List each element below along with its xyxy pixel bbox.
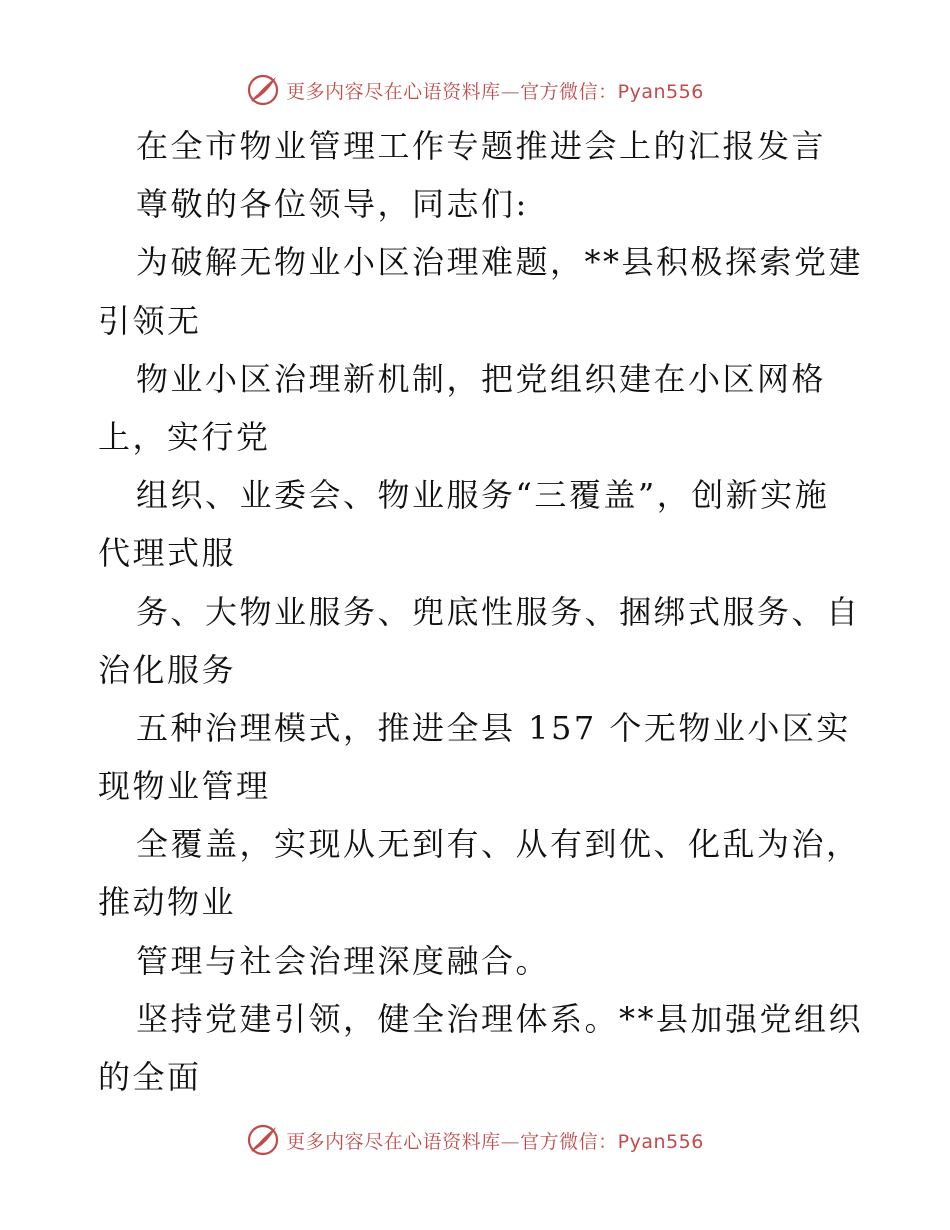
quill-logo-icon — [246, 1123, 280, 1157]
text-line: 上，实行党 — [98, 417, 271, 456]
text-line: 务、大物业服务、兜底性服务、捆绑式服务、自 — [136, 592, 861, 631]
footer-watermark — [0, 1120, 950, 1160]
watermark-text: 更多内容尽在心语资料库—官方微信：Pyan556 — [286, 1130, 704, 1153]
text-line: 全覆盖，实现从无到有、从有到优、化乱为治， — [136, 825, 861, 864]
text-line: 引领无 — [98, 301, 202, 340]
text-line: 尊敬的各位领导，同志们: — [136, 185, 529, 224]
text-line: 坚持党建引领，健全治理体系。**县加强党组织 — [136, 999, 864, 1038]
text-line: 物业小区治理新机制，把党组织建在小区网格 — [136, 359, 827, 398]
text-line: 组织、业委会、物业服务“三覆盖”，创新实施 — [136, 476, 830, 515]
watermark-text: 更多内容尽在心语资料库—官方微信：Pyan556 — [286, 80, 704, 103]
text-line: 的全面 — [98, 1058, 202, 1096]
text-line: 代理式服 — [98, 534, 237, 573]
text-line: 治化服务 — [98, 650, 237, 689]
text-line: 五种治理模式，推进全县 157 个无物业小区实 — [136, 708, 851, 747]
text-line: 推动物业 — [98, 883, 237, 922]
document-body — [98, 117, 864, 1106]
text-line: 在全市物业管理工作专题推进会上的汇报发言 — [136, 127, 827, 165]
header-watermark — [0, 70, 950, 110]
quill-logo-icon — [246, 73, 280, 107]
text-line: 为破解无物业小区治理难题，**县积极探索党建 — [136, 243, 864, 282]
text-line: 现物业管理 — [98, 767, 271, 806]
text-line: 管理与社会治理深度融合。 — [136, 941, 551, 980]
